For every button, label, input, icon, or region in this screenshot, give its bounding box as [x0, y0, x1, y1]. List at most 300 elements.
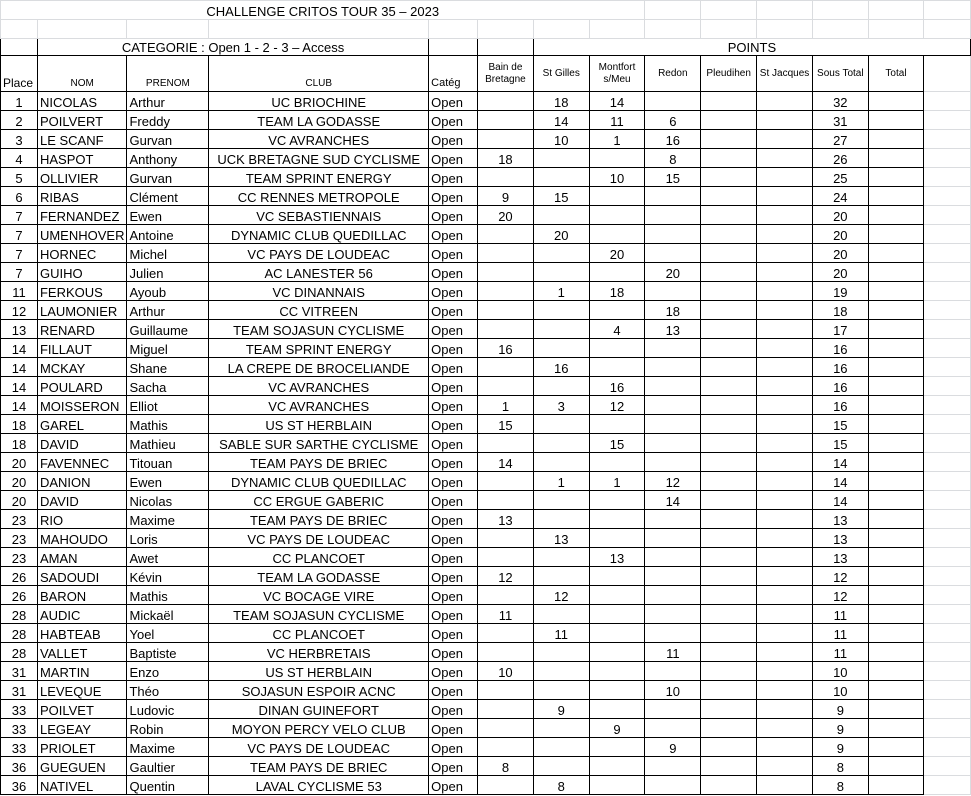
cell-redon[interactable] — [645, 776, 701, 795]
cell-total[interactable] — [868, 434, 924, 453]
cell-sous-total[interactable]: 20 — [812, 206, 868, 225]
cell[interactable] — [924, 130, 971, 149]
sheet-title[interactable]: CHALLENGE CRITOS TOUR 35 – 2023 — [1, 1, 645, 20]
cell-nom[interactable]: AMAN — [37, 548, 127, 567]
cell-montfort[interactable]: 4 — [589, 320, 645, 339]
cell-redon[interactable] — [645, 396, 701, 415]
cell-montfort[interactable] — [589, 586, 645, 605]
cell-nom[interactable]: MOISSERON — [37, 396, 127, 415]
cell[interactable] — [429, 39, 478, 56]
cell-prenom[interactable]: Kévin — [127, 567, 209, 586]
cell-pleudihen[interactable] — [701, 567, 757, 586]
cell-nom[interactable]: RIO — [37, 510, 127, 529]
cell[interactable] — [924, 719, 971, 738]
cell-categ[interactable]: Open — [429, 491, 478, 510]
cell-pleudihen[interactable] — [701, 472, 757, 491]
cell-st-gilles[interactable] — [533, 377, 589, 396]
cell-club[interactable]: MOYON PERCY VELO CLUB — [209, 719, 429, 738]
cell-st-jacques[interactable] — [757, 282, 813, 301]
cell[interactable] — [924, 282, 971, 301]
cell-prenom[interactable]: Maxime — [127, 738, 209, 757]
cell-redon[interactable] — [645, 434, 701, 453]
cell[interactable] — [924, 377, 971, 396]
cell-sous-total[interactable]: 12 — [812, 567, 868, 586]
cell-prenom[interactable]: Clément — [127, 187, 209, 206]
header-categ[interactable]: Catég — [429, 56, 478, 92]
cell-prenom[interactable]: Elliot — [127, 396, 209, 415]
cell-prenom[interactable]: Shane — [127, 358, 209, 377]
cell-club[interactable]: TEAM PAYS DE BRIEC — [209, 510, 429, 529]
cell-st-jacques[interactable] — [757, 206, 813, 225]
cell-st-jacques[interactable] — [757, 111, 813, 130]
cell-prenom[interactable]: Arthur — [127, 92, 209, 111]
cell-pleudihen[interactable] — [701, 149, 757, 168]
cell-total[interactable] — [868, 92, 924, 111]
cell[interactable] — [812, 1, 868, 20]
cell-montfort[interactable] — [589, 187, 645, 206]
cell-st-gilles[interactable]: 15 — [533, 187, 589, 206]
cell-place[interactable]: 4 — [1, 149, 38, 168]
cell-redon[interactable]: 6 — [645, 111, 701, 130]
cell-nom[interactable]: HABTEAB — [37, 624, 127, 643]
header-place[interactable]: Place — [1, 56, 38, 92]
cell[interactable] — [924, 206, 971, 225]
cell-categ[interactable]: Open — [429, 472, 478, 491]
cell-nom[interactable]: PRIOLET — [37, 738, 127, 757]
cell-sous-total[interactable]: 12 — [812, 586, 868, 605]
cell-total[interactable] — [868, 548, 924, 567]
cell-st-jacques[interactable] — [757, 548, 813, 567]
cell-bain-de-bretagne[interactable] — [478, 586, 534, 605]
cell-sous-total[interactable]: 20 — [812, 263, 868, 282]
cell-sous-total[interactable]: 13 — [812, 548, 868, 567]
cell-total[interactable] — [868, 396, 924, 415]
cell-st-gilles[interactable]: 1 — [533, 282, 589, 301]
cell[interactable] — [924, 700, 971, 719]
cell-st-gilles[interactable] — [533, 415, 589, 434]
cell-place[interactable]: 23 — [1, 548, 38, 567]
cell-st-gilles[interactable]: 1 — [533, 472, 589, 491]
cell-nom[interactable]: HASPOT — [37, 149, 127, 168]
cell-prenom[interactable]: Awet — [127, 548, 209, 567]
cell-pleudihen[interactable] — [701, 586, 757, 605]
cell-club[interactable]: UC BRIOCHINE — [209, 92, 429, 111]
cell-sous-total[interactable]: 20 — [812, 244, 868, 263]
cell-place[interactable]: 33 — [1, 719, 38, 738]
header-sous-total[interactable]: Sous Total — [812, 56, 868, 92]
cell-st-gilles[interactable] — [533, 168, 589, 187]
cell-categ[interactable]: Open — [429, 681, 478, 700]
cell-redon[interactable]: 12 — [645, 472, 701, 491]
cell[interactable] — [924, 396, 971, 415]
cell-prenom[interactable]: Freddy — [127, 111, 209, 130]
cell-place[interactable]: 28 — [1, 643, 38, 662]
cell-pleudihen[interactable] — [701, 225, 757, 244]
cell-st-jacques[interactable] — [757, 263, 813, 282]
cell-redon[interactable] — [645, 662, 701, 681]
cell-redon[interactable] — [645, 719, 701, 738]
cell-st-gilles[interactable]: 20 — [533, 225, 589, 244]
cell-bain-de-bretagne[interactable] — [478, 92, 534, 111]
cell-nom[interactable]: FERNANDEZ — [37, 206, 127, 225]
cell-montfort[interactable] — [589, 776, 645, 795]
cell-redon[interactable] — [645, 529, 701, 548]
cell[interactable] — [478, 39, 534, 56]
cell-pleudihen[interactable] — [701, 339, 757, 358]
cell-montfort[interactable]: 16 — [589, 377, 645, 396]
cell[interactable] — [924, 529, 971, 548]
cell-nom[interactable]: VALLET — [37, 643, 127, 662]
cell-club[interactable]: VC BOCAGE VIRE — [209, 586, 429, 605]
cell-place[interactable]: 14 — [1, 339, 38, 358]
cell-redon[interactable] — [645, 358, 701, 377]
cell-pleudihen[interactable] — [701, 415, 757, 434]
cell-st-jacques[interactable] — [757, 149, 813, 168]
cell-prenom[interactable]: Mathieu — [127, 434, 209, 453]
cell-redon[interactable]: 13 — [645, 320, 701, 339]
cell-nom[interactable]: LEGEAY — [37, 719, 127, 738]
cell-nom[interactable]: BARON — [37, 586, 127, 605]
cell-prenom[interactable]: Ludovic — [127, 700, 209, 719]
cell-prenom[interactable]: Nicolas — [127, 491, 209, 510]
cell-st-jacques[interactable] — [757, 358, 813, 377]
cell-st-jacques[interactable] — [757, 776, 813, 795]
cell-club[interactable]: VC PAYS DE LOUDEAC — [209, 244, 429, 263]
cell-place[interactable]: 7 — [1, 244, 38, 263]
cell[interactable] — [924, 681, 971, 700]
cell-bain-de-bretagne[interactable]: 9 — [478, 187, 534, 206]
cell-montfort[interactable] — [589, 358, 645, 377]
cell-redon[interactable]: 9 — [645, 738, 701, 757]
cell-total[interactable] — [868, 529, 924, 548]
cell-bain-de-bretagne[interactable] — [478, 624, 534, 643]
cell-club[interactable]: VC AVRANCHES — [209, 377, 429, 396]
cell-st-jacques[interactable] — [757, 301, 813, 320]
cell-place[interactable]: 18 — [1, 415, 38, 434]
cell[interactable] — [37, 20, 127, 39]
cell-pleudihen[interactable] — [701, 244, 757, 263]
cell-club[interactable]: SABLE SUR SARTHE CYCLISME — [209, 434, 429, 453]
cell-redon[interactable]: 15 — [645, 168, 701, 187]
cell-pleudihen[interactable] — [701, 605, 757, 624]
cell-place[interactable]: 33 — [1, 738, 38, 757]
cell-bain-de-bretagne[interactable] — [478, 263, 534, 282]
cell-categ[interactable]: Open — [429, 149, 478, 168]
cell-club[interactable]: VC HERBRETAIS — [209, 643, 429, 662]
cell-place[interactable]: 14 — [1, 396, 38, 415]
cell-redon[interactable] — [645, 377, 701, 396]
cell-sous-total[interactable]: 15 — [812, 415, 868, 434]
cell-st-jacques[interactable] — [757, 130, 813, 149]
cell-sous-total[interactable]: 9 — [812, 738, 868, 757]
cell-total[interactable] — [868, 225, 924, 244]
cell-prenom[interactable]: Robin — [127, 719, 209, 738]
cell-sous-total[interactable]: 11 — [812, 624, 868, 643]
cell-pleudihen[interactable] — [701, 681, 757, 700]
cell[interactable] — [924, 20, 971, 39]
cell-st-jacques[interactable] — [757, 472, 813, 491]
cell-total[interactable] — [868, 719, 924, 738]
cell-st-gilles[interactable] — [533, 738, 589, 757]
cell-club[interactable]: DYNAMIC CLUB QUEDILLAC — [209, 225, 429, 244]
cell-montfort[interactable]: 15 — [589, 434, 645, 453]
cell-redon[interactable]: 18 — [645, 301, 701, 320]
cell-categ[interactable]: Open — [429, 168, 478, 187]
cell-pleudihen[interactable] — [701, 434, 757, 453]
cell-place[interactable]: 36 — [1, 776, 38, 795]
cell[interactable] — [924, 605, 971, 624]
cell[interactable] — [1, 20, 38, 39]
cell-montfort[interactable] — [589, 567, 645, 586]
cell-sous-total[interactable]: 16 — [812, 339, 868, 358]
cell-pleudihen[interactable] — [701, 738, 757, 757]
cell-pleudihen[interactable] — [701, 187, 757, 206]
cell-place[interactable]: 20 — [1, 491, 38, 510]
cell-sous-total[interactable]: 18 — [812, 301, 868, 320]
cell-st-gilles[interactable] — [533, 434, 589, 453]
cell[interactable] — [924, 1, 971, 20]
cell-sous-total[interactable]: 26 — [812, 149, 868, 168]
cell-pleudihen[interactable] — [701, 624, 757, 643]
cell-prenom[interactable]: Ayoub — [127, 282, 209, 301]
cell-prenom[interactable]: Miguel — [127, 339, 209, 358]
cell[interactable] — [701, 1, 757, 20]
cell-total[interactable] — [868, 339, 924, 358]
cell-prenom[interactable]: Théo — [127, 681, 209, 700]
cell-st-gilles[interactable] — [533, 320, 589, 339]
cell-total[interactable] — [868, 168, 924, 187]
cell-club[interactable]: TEAM SPRINT ENERGY — [209, 168, 429, 187]
cell-pleudihen[interactable] — [701, 358, 757, 377]
cell-montfort[interactable]: 9 — [589, 719, 645, 738]
cell-st-jacques[interactable] — [757, 700, 813, 719]
header-prenom[interactable]: PRENOM — [127, 56, 209, 92]
cell[interactable] — [478, 20, 534, 39]
cell-total[interactable] — [868, 681, 924, 700]
cell-sous-total[interactable]: 17 — [812, 320, 868, 339]
cell-categ[interactable]: Open — [429, 738, 478, 757]
cell[interactable] — [209, 20, 429, 39]
cell-nom[interactable]: HORNEC — [37, 244, 127, 263]
cell-total[interactable] — [868, 491, 924, 510]
cell-st-gilles[interactable] — [533, 662, 589, 681]
cell-montfort[interactable]: 11 — [589, 111, 645, 130]
cell-montfort[interactable]: 20 — [589, 244, 645, 263]
cell-sous-total[interactable]: 16 — [812, 358, 868, 377]
cell-st-gilles[interactable]: 10 — [533, 130, 589, 149]
cell-club[interactable]: VC DINANNAIS — [209, 282, 429, 301]
cell[interactable] — [924, 56, 971, 92]
cell-redon[interactable] — [645, 757, 701, 776]
cell-bain-de-bretagne[interactable] — [478, 130, 534, 149]
cell-club[interactable]: TEAM SOJASUN CYCLISME — [209, 320, 429, 339]
cell-montfort[interactable]: 10 — [589, 168, 645, 187]
cell-categ[interactable]: Open — [429, 225, 478, 244]
cell-st-gilles[interactable]: 13 — [533, 529, 589, 548]
cell-pleudihen[interactable] — [701, 548, 757, 567]
cell-bain-de-bretagne[interactable]: 18 — [478, 149, 534, 168]
cell-bain-de-bretagne[interactable] — [478, 168, 534, 187]
cell-montfort[interactable]: 18 — [589, 282, 645, 301]
cell[interactable] — [924, 225, 971, 244]
cell-club[interactable]: VC PAYS DE LOUDEAC — [209, 738, 429, 757]
cell-sous-total[interactable]: 13 — [812, 510, 868, 529]
cell-prenom[interactable]: Ewen — [127, 206, 209, 225]
cell-total[interactable] — [868, 244, 924, 263]
header-st-gilles[interactable]: St Gilles — [533, 56, 589, 92]
cell[interactable] — [924, 168, 971, 187]
cell-club[interactable]: CC ERGUE GABERIC — [209, 491, 429, 510]
cell-prenom[interactable]: Titouan — [127, 453, 209, 472]
cell-pleudihen[interactable] — [701, 206, 757, 225]
cell-sous-total[interactable]: 16 — [812, 396, 868, 415]
category-label[interactable]: CATEGORIE : Open 1 - 2 - 3 – Access — [37, 39, 428, 56]
cell-st-jacques[interactable] — [757, 662, 813, 681]
cell-club[interactable]: CC VITREEN — [209, 301, 429, 320]
cell-categ[interactable]: Open — [429, 244, 478, 263]
points-label[interactable]: POINTS — [533, 39, 970, 56]
cell[interactable] — [924, 149, 971, 168]
cell-pleudihen[interactable] — [701, 757, 757, 776]
cell-club[interactable]: DYNAMIC CLUB QUEDILLAC — [209, 472, 429, 491]
cell-montfort[interactable]: 1 — [589, 130, 645, 149]
cell[interactable] — [924, 358, 971, 377]
cell-st-jacques[interactable] — [757, 757, 813, 776]
cell-prenom[interactable]: Mickaël — [127, 605, 209, 624]
cell[interactable] — [924, 738, 971, 757]
cell-prenom[interactable]: Mathis — [127, 586, 209, 605]
cell-prenom[interactable]: Loris — [127, 529, 209, 548]
cell-pleudihen[interactable] — [701, 453, 757, 472]
cell-montfort[interactable]: 14 — [589, 92, 645, 111]
cell-bain-de-bretagne[interactable] — [478, 548, 534, 567]
cell-categ[interactable]: Open — [429, 263, 478, 282]
cell-club[interactable]: SOJASUN ESPOIR ACNC — [209, 681, 429, 700]
cell[interactable] — [533, 20, 589, 39]
cell-prenom[interactable]: Gurvan — [127, 168, 209, 187]
cell[interactable] — [1, 39, 38, 56]
cell-st-gilles[interactable] — [533, 548, 589, 567]
cell-total[interactable] — [868, 282, 924, 301]
cell-st-jacques[interactable] — [757, 510, 813, 529]
cell[interactable] — [868, 1, 924, 20]
cell-pleudihen[interactable] — [701, 643, 757, 662]
cell-prenom[interactable]: Arthur — [127, 301, 209, 320]
cell-categ[interactable]: Open — [429, 415, 478, 434]
cell-pleudihen[interactable] — [701, 491, 757, 510]
cell-sous-total[interactable]: 15 — [812, 434, 868, 453]
cell-place[interactable]: 2 — [1, 111, 38, 130]
cell-club[interactable]: TEAM SOJASUN CYCLISME — [209, 605, 429, 624]
cell-total[interactable] — [868, 206, 924, 225]
cell-bain-de-bretagne[interactable] — [478, 282, 534, 301]
cell-categ[interactable]: Open — [429, 719, 478, 738]
cell-place[interactable]: 26 — [1, 586, 38, 605]
cell-st-jacques[interactable] — [757, 719, 813, 738]
cell-st-gilles[interactable] — [533, 510, 589, 529]
cell-place[interactable]: 1 — [1, 92, 38, 111]
cell-bain-de-bretagne[interactable] — [478, 738, 534, 757]
cell-bain-de-bretagne[interactable] — [478, 225, 534, 244]
cell-sous-total[interactable]: 25 — [812, 168, 868, 187]
cell-redon[interactable] — [645, 624, 701, 643]
cell-st-jacques[interactable] — [757, 244, 813, 263]
cell-bain-de-bretagne[interactable] — [478, 111, 534, 130]
cell-sous-total[interactable]: 11 — [812, 605, 868, 624]
header-redon[interactable]: Redon — [645, 56, 701, 92]
cell-montfort[interactable] — [589, 510, 645, 529]
cell-redon[interactable] — [645, 700, 701, 719]
cell-categ[interactable]: Open — [429, 434, 478, 453]
cell-redon[interactable]: 8 — [645, 149, 701, 168]
cell-sous-total[interactable]: 8 — [812, 776, 868, 795]
cell-nom[interactable]: GUEGUEN — [37, 757, 127, 776]
cell-place[interactable]: 20 — [1, 472, 38, 491]
cell-place[interactable]: 33 — [1, 700, 38, 719]
cell-st-jacques[interactable] — [757, 396, 813, 415]
cell-club[interactable]: UCK BRETAGNE SUD CYCLISME — [209, 149, 429, 168]
cell-st-jacques[interactable] — [757, 624, 813, 643]
cell-prenom[interactable]: Anthony — [127, 149, 209, 168]
cell-club[interactable]: LA CREPE DE BROCELIANDE — [209, 358, 429, 377]
cell-st-gilles[interactable] — [533, 681, 589, 700]
cell[interactable] — [127, 20, 209, 39]
cell-total[interactable] — [868, 738, 924, 757]
cell[interactable] — [868, 20, 924, 39]
cell-categ[interactable]: Open — [429, 662, 478, 681]
cell[interactable] — [924, 320, 971, 339]
cell-sous-total[interactable]: 10 — [812, 662, 868, 681]
cell-nom[interactable]: AUDIC — [37, 605, 127, 624]
cell-bain-de-bretagne[interactable] — [478, 244, 534, 263]
cell-categ[interactable]: Open — [429, 757, 478, 776]
cell-place[interactable]: 28 — [1, 605, 38, 624]
cell-bain-de-bretagne[interactable]: 13 — [478, 510, 534, 529]
header-montfort[interactable]: Montfort s/Meu — [589, 56, 645, 92]
cell-nom[interactable]: MCKAY — [37, 358, 127, 377]
cell-place[interactable]: 7 — [1, 225, 38, 244]
cell-st-gilles[interactable] — [533, 605, 589, 624]
cell-montfort[interactable]: 1 — [589, 472, 645, 491]
cell-nom[interactable]: DAVID — [37, 434, 127, 453]
cell-total[interactable] — [868, 586, 924, 605]
cell-prenom[interactable]: Michel — [127, 244, 209, 263]
cell-bain-de-bretagne[interactable]: 15 — [478, 415, 534, 434]
cell-categ[interactable]: Open — [429, 586, 478, 605]
cell-place[interactable]: 7 — [1, 206, 38, 225]
cell-st-gilles[interactable]: 14 — [533, 111, 589, 130]
cell-prenom[interactable]: Julien — [127, 263, 209, 282]
cell-pleudihen[interactable] — [701, 700, 757, 719]
cell-place[interactable]: 23 — [1, 510, 38, 529]
cell-nom[interactable]: FAVENNEC — [37, 453, 127, 472]
cell-club[interactable]: AC LANESTER 56 — [209, 263, 429, 282]
cell-total[interactable] — [868, 510, 924, 529]
cell-bain-de-bretagne[interactable]: 11 — [478, 605, 534, 624]
cell-categ[interactable]: Open — [429, 643, 478, 662]
cell-pleudihen[interactable] — [701, 529, 757, 548]
cell-categ[interactable]: Open — [429, 320, 478, 339]
cell-st-gilles[interactable] — [533, 491, 589, 510]
cell-total[interactable] — [868, 149, 924, 168]
cell-sous-total[interactable]: 13 — [812, 529, 868, 548]
cell-st-gilles[interactable] — [533, 149, 589, 168]
cell-place[interactable]: 23 — [1, 529, 38, 548]
cell-club[interactable]: TEAM LA GODASSE — [209, 567, 429, 586]
cell-bain-de-bretagne[interactable] — [478, 719, 534, 738]
cell-place[interactable]: 36 — [1, 757, 38, 776]
cell-categ[interactable]: Open — [429, 301, 478, 320]
